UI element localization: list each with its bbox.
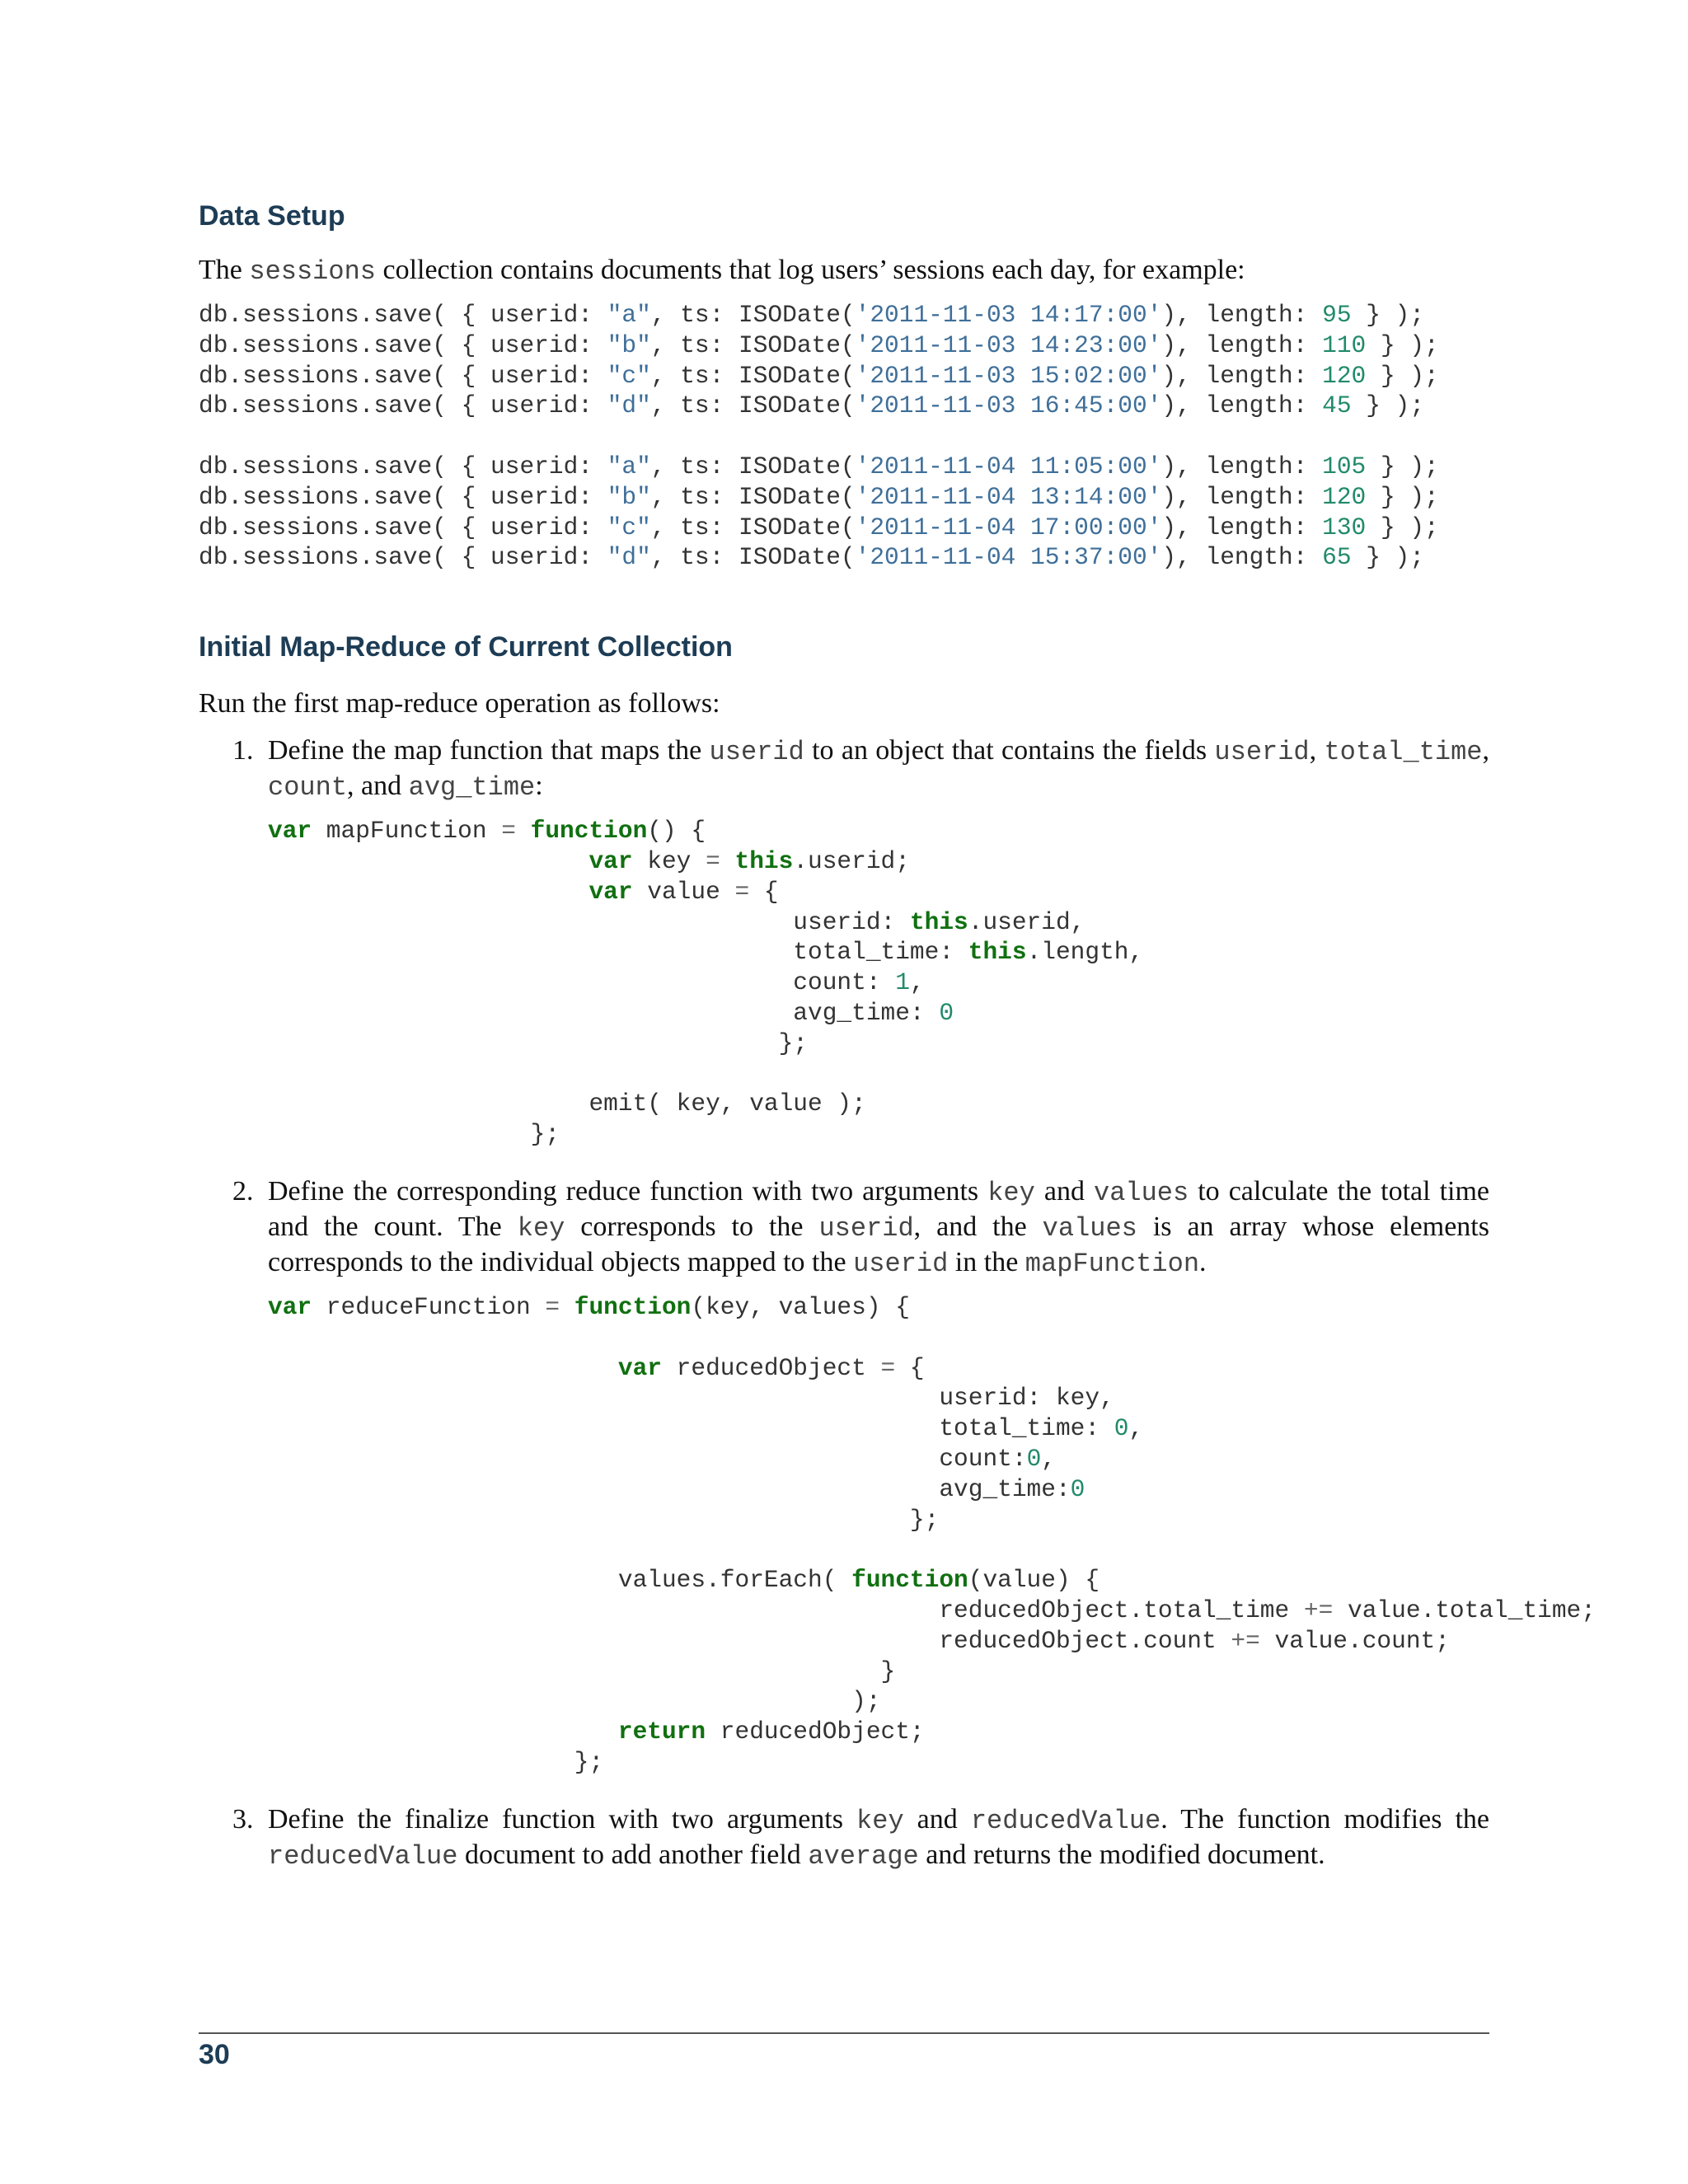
- page-number: 30: [199, 2039, 230, 2070]
- data-setup-intro: [199, 253, 1489, 288]
- code-line: count: 1,: [268, 968, 925, 997]
- inline-code: key: [987, 1177, 1035, 1208]
- code-line: };: [268, 1029, 809, 1057]
- step-text-part: Define the corresponding reduce function with two arguments: [268, 1175, 988, 1207]
- code-line: db.sessions.save( { userid: "d", ts: ISODate('2011-11-03 16:45:00'), length: 45 } );: [199, 391, 1425, 420]
- code-line: db.sessions.save( { userid: "a", ts: ISODate('2011-11-04 11:05:00'), length: 105 } );: [199, 452, 1439, 480]
- step-text-part: document to add another field: [457, 1839, 809, 1870]
- step-text-part: to an object that contains the fields: [804, 735, 1215, 766]
- step-text-part: , and the: [913, 1211, 1043, 1242]
- code-line: emit( key, value );: [268, 1090, 866, 1118]
- code-line: var reducedObject = {: [617, 1353, 925, 1382]
- code-block-sessions: [199, 300, 1489, 573]
- step-text-part: in the: [948, 1246, 1025, 1277]
- step-text-part: ,: [1482, 735, 1489, 766]
- inline-code: avg_time: [408, 772, 536, 804]
- code-line: count:0,: [268, 1444, 1056, 1473]
- steps-list: [199, 733, 1596, 1873]
- inline-code: total_time: [1324, 737, 1483, 768]
- code-line: var value = {: [588, 877, 779, 906]
- code-line: avg_time: 0: [268, 998, 954, 1027]
- code-line: var key = this.userid;: [588, 846, 910, 875]
- step-text-part: Define the map function that maps the: [268, 735, 710, 766]
- inline-code: sessions: [249, 256, 376, 287]
- code-line: db.sessions.save( { userid: "b", ts: ISODate('2011-11-04 13:14:00'), length: 120 } );: [199, 482, 1439, 511]
- step-text-part: , and: [347, 771, 409, 802]
- section-heading-data-setup: Data Setup: [199, 200, 345, 232]
- step-text-part: . The function modifies the: [1160, 1803, 1490, 1835]
- step-text: [268, 1802, 1489, 1873]
- code-line: var mapFunction = function() {: [268, 817, 706, 846]
- code-line: db.sessions.save( { userid: "a", ts: ISODate('2011-11-03 14:17:00'), length: 95 } );: [199, 301, 1425, 329]
- code-line: values.forEach( function(value) {: [268, 1566, 1100, 1595]
- intro-text: The: [199, 255, 250, 285]
- inline-code: key: [517, 1212, 565, 1244]
- code-line: total_time: 0,: [268, 1414, 1144, 1443]
- code-line: db.sessions.save( { userid: "d", ts: ISODate('2011-11-04 15:37:00'), length: 65 } );: [199, 543, 1425, 572]
- step-text-part: .: [1199, 1246, 1207, 1277]
- code-line: };: [268, 1120, 560, 1149]
- inline-code: count: [268, 772, 348, 804]
- list-item: [199, 733, 1489, 1150]
- code-line: total_time: this.length,: [268, 938, 1144, 967]
- code-line: db.sessions.save( { userid: "c", ts: ISODate('2011-11-03 15:02:00'), length: 120 } );: [199, 361, 1439, 390]
- code-block-map-function: [268, 816, 1489, 1150]
- code-line: avg_time:0: [268, 1474, 1085, 1503]
- inline-code: key: [856, 1805, 904, 1836]
- initial-intro: Run the first map-reduce operation as follows:: [199, 688, 720, 719]
- list-marker: 1.: [232, 735, 254, 766]
- step-text-part: :: [535, 771, 543, 802]
- code-line: };: [268, 1747, 604, 1776]
- list-item: [199, 1174, 1596, 1778]
- step-text-part: to calculate the total time and the count. The: [268, 1175, 1490, 1242]
- inline-code: userid: [818, 1212, 914, 1244]
- code-line: };: [268, 1505, 940, 1534]
- inline-code: userid: [709, 737, 804, 768]
- list-marker: 2.: [232, 1175, 254, 1207]
- code-line: userid: this.userid,: [268, 907, 1085, 936]
- code-line: userid: key,: [268, 1384, 1114, 1413]
- code-line: var reduceFunction = function(key, values) {: [268, 1292, 910, 1321]
- step-text-part: ,: [1309, 735, 1325, 766]
- step-text-part: and: [1034, 1175, 1094, 1207]
- code-line: );: [268, 1687, 881, 1716]
- inline-code: reducedValue: [970, 1805, 1161, 1836]
- step-text: [268, 733, 1489, 804]
- inline-code: values: [1093, 1177, 1189, 1208]
- intro-text: collection contains documents that log users’ sessions each day, for example:: [375, 255, 1245, 285]
- step-text-part: corresponds to the: [565, 1211, 819, 1242]
- list-item: [199, 1802, 1489, 1873]
- inline-code: average: [808, 1840, 919, 1872]
- list-marker: 3.: [232, 1803, 254, 1835]
- inline-code: mapFunction: [1025, 1248, 1200, 1279]
- step-text-part: and: [903, 1803, 971, 1835]
- step-text-part: and returns the modified document.: [918, 1839, 1325, 1870]
- inline-code: userid: [853, 1248, 949, 1279]
- inline-code: values: [1042, 1212, 1137, 1244]
- page-content: [199, 198, 1596, 1873]
- footer-divider: [199, 2032, 1489, 2034]
- code-line: reducedObject.total_time += value.total_time;: [268, 1596, 1596, 1624]
- code-block-reduce-function: [268, 1292, 1596, 1778]
- inline-code: userid: [1214, 737, 1310, 768]
- code-line: reducedObject.count += value.count;: [268, 1626, 1450, 1655]
- inline-code: reducedValue: [268, 1840, 458, 1872]
- code-line: return reducedObject;: [617, 1718, 925, 1746]
- code-line: }: [268, 1657, 896, 1685]
- step-text-part: Define the finalize function with two arguments: [268, 1803, 857, 1835]
- section-heading-initial-map-reduce: Initial Map-Reduce of Current Collection: [199, 631, 733, 663]
- code-line: db.sessions.save( { userid: "b", ts: ISODate('2011-11-03 14:23:00'), length: 110 } );: [199, 330, 1439, 359]
- step-text: [268, 1174, 1489, 1281]
- code-line: db.sessions.save( { userid: "c", ts: ISODate('2011-11-04 17:00:00'), length: 130 } );: [199, 513, 1439, 541]
- step-text-part: is an array whose elements corresponds to the individual objects mapped to the: [268, 1211, 1489, 1277]
